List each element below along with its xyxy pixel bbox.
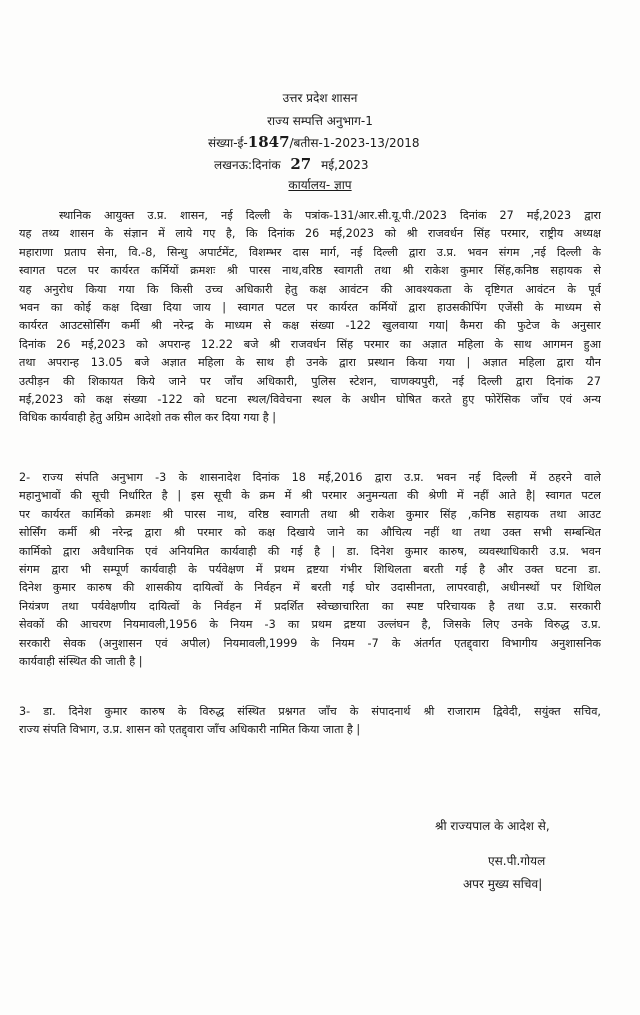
paragraph-line: तथा अपरान्ह 13.05 बजे अज्ञात महिला के साथ ही उनके द्वारा प्रस्थान किया गया | अज्ञात महिला द्वारा यौन xyxy=(19,356,601,370)
paragraph-line: दिनेश कुमार कारुष की शासकीय दायित्वों के निर्वहन में बरती गई घोर उदासीनता, लापरवाही, अधीनस्थों पर शिथिल xyxy=(19,581,601,595)
paragraph-line: दिनांक 26 मई,2023 को अपरान्ह 12.22 बजे श्री राजवर्धन सिंह परमार का अज्ञात महिला के साथ आगमन हुआ xyxy=(19,337,601,351)
reference-prefix: संख्या-ई- xyxy=(208,136,248,150)
paragraph-line: कार्मिको द्वारा अवैधानिक एवं अनियमित कार्यवाही की गई है | डा. दिनेश कुमार कारुष, व्यवस्थाधिकारी उ.प्र. भवन xyxy=(19,544,601,558)
paragraph-3 xyxy=(19,703,601,740)
paragraph-line: नियंत्रण तथा पर्यवेक्षणीय दायित्वों के निर्वहन में प्रदर्शित स्वेच्छाचारिता का स्पष्ट परिचायक है तथा उ.प्र. सरकारी xyxy=(19,599,601,613)
reference-number xyxy=(208,133,420,151)
signatory-name: एस.पी.गोयल xyxy=(488,854,546,868)
date-prefix: लखनऊ:दिनांक xyxy=(214,158,281,172)
paragraph-line: स्वागत पटल पर कार्यरत कर्मियों क्रमशः श्री पारस नाथ,वरिष्ठ स्वागती तथा श्री राकेश कुमार सिंह,कनिष्ठ सहायक से xyxy=(19,264,601,278)
paragraph-line: राज्य संपति विभाग, उ.प्र. शासन को एतद्द्वारा जाँच अधिकारी नामित किया जाता है | xyxy=(19,723,361,737)
paragraph-line: विधिक कार्यवाही हेतु अग्रिम आदेशो तक सील कर दिया गया है | xyxy=(19,411,276,425)
paragraph-2 xyxy=(19,469,601,671)
paragraph-line: पर कार्यरत कार्मिको क्रमशः श्री पारस नाथ, वरिष्ठ स्वागती तथा श्री राकेश कुमार सिंह ,कनिष्ठ सहायक तथा आउट xyxy=(19,507,601,521)
paragraph-line: संगम द्वारा भी सम्पूर्ण कार्यवाही के पर्यवेक्षण में प्रथम द्रष्टया गंभीर शिथिलता बरती गई है और उक्त घटना डा. xyxy=(19,563,601,577)
paragraph-line: मई,2023 को कक्ष संख्या -122 को घटना स्थल/विवेचना स्थल के अधीन घोषित करते हुए फोरेंसिक जाँच एवं अन्य xyxy=(19,393,601,407)
department-heading: राज्य सम्पत्ति अनुभाग-1 xyxy=(267,114,373,128)
paragraph-line: सेवकों की आचरण नियमावली,1956 के नियम -3 का प्रथम द्रष्टया उल्लंघन है, जिसके लिए उनके विरुद्ध उ.प्र. xyxy=(19,618,601,632)
paragraph-line: भवन का कोई कक्ष दिखा दिया जाय | स्वागत पटल पर कार्यरत कर्मियों द्वारा हाउसकीपिंग एजेंसी के माध्यम से xyxy=(19,301,601,315)
paragraph-1 xyxy=(19,207,601,428)
paragraph-line: 3- डा. दिनेश कुमार कारुष के विरुद्ध संस्थित प्रश्नगत जाँच के संपादनार्थ श्री राजाराम द्विवेदी, सयुंक्त सचिव, xyxy=(19,705,601,718)
paragraph-line: स्थानिक आयुक्त उ.प्र. शासन, नई दिल्ली के पत्रांक-131/आर.सी.यू.पी./2023 दिनांक 27 मई,2023 द्वारा xyxy=(59,209,601,222)
paragraph-line: कार्यवाही संस्थित की जाती है | xyxy=(19,655,143,669)
paragraph-line: यह अनुरोध किया गया कि किसी उच्च अधिकारी हेतु कक्ष आवंटन की आवश्यकता के दृष्टिगत आवंटन के पूर्व xyxy=(19,282,601,296)
date-handwritten: 27 xyxy=(290,155,312,173)
paragraph-line: कार्यरत आउटसोर्सिंग कर्मी श्री नरेन्द्र के माध्यम से कक्ष संख्या -122 खुलवाया गया| कैमरा की फुटेज के अनुसार xyxy=(19,319,601,333)
paragraph-line: सोर्सिंग कर्मी श्री नरेन्द्र द्वारा श्री परमार को कक्ष दिखाये जाने का औचित्य नहीं था तथा उक्त सभी सम्बन्धित xyxy=(19,526,601,540)
reference-suffix: /बतीस-1-2023-13/2018 xyxy=(289,136,420,150)
memo-title: कार्यालय- ज्ञाप xyxy=(288,178,352,192)
paragraph-line: यह तथ्य शासन के संज्ञान में लाये गए है, कि दिनांक 26 मई,2023 को श्री राजवर्धन सिंह परमार, राष्ट्रीय अध्यक्ष xyxy=(19,227,601,241)
signatory-designation: अपर मुख्य सचिव| xyxy=(463,877,543,891)
order-line: श्री राज्यपाल के आदेश से, xyxy=(435,819,550,833)
date-suffix: मई,2023 xyxy=(321,158,369,172)
government-heading: उत्तर प्रदेश शासन xyxy=(282,91,358,105)
paragraph-line: सरकारी सेवक (अनुशासन एवं अपील) नियमावली,1999 के नियम -7 के अंतर्गत एतद्द्वारा विभागीय अनुशासनिक xyxy=(19,636,601,650)
reference-handwritten: 1847 xyxy=(247,133,290,151)
paragraph-line: 2- राज्य संपति अनुभाग -3 के शासनादेश दिनांक 18 मई,2016 द्वारा उ.प्र. भवन नई दिल्ली में ठहरने वाले xyxy=(19,471,601,484)
paragraph-line: महानुभावों की सूची निर्धारित है | इस सूची के क्रम में श्री परमार अनुमन्यता की श्रेणी में नहीं आते है| स्वागत पटल xyxy=(19,489,601,503)
paragraph-line: महाराणा प्रताप सेना, वि.-8, सिन्धु अपार्टमेंट, विशम्भर दास मार्ग, नई दिल्ली द्वारा उ.प्र. भवन संगम ,नई दिल्ली के xyxy=(19,245,601,259)
issue-date xyxy=(214,155,369,173)
paragraph-line: उत्पीड़न की शिकायत किये जाने पर जाँच अधिकारी, पुलिस स्टेशन, चाणक्यपुरी, नई दिल्ली द्वारा दिनांक 27 xyxy=(19,374,601,388)
